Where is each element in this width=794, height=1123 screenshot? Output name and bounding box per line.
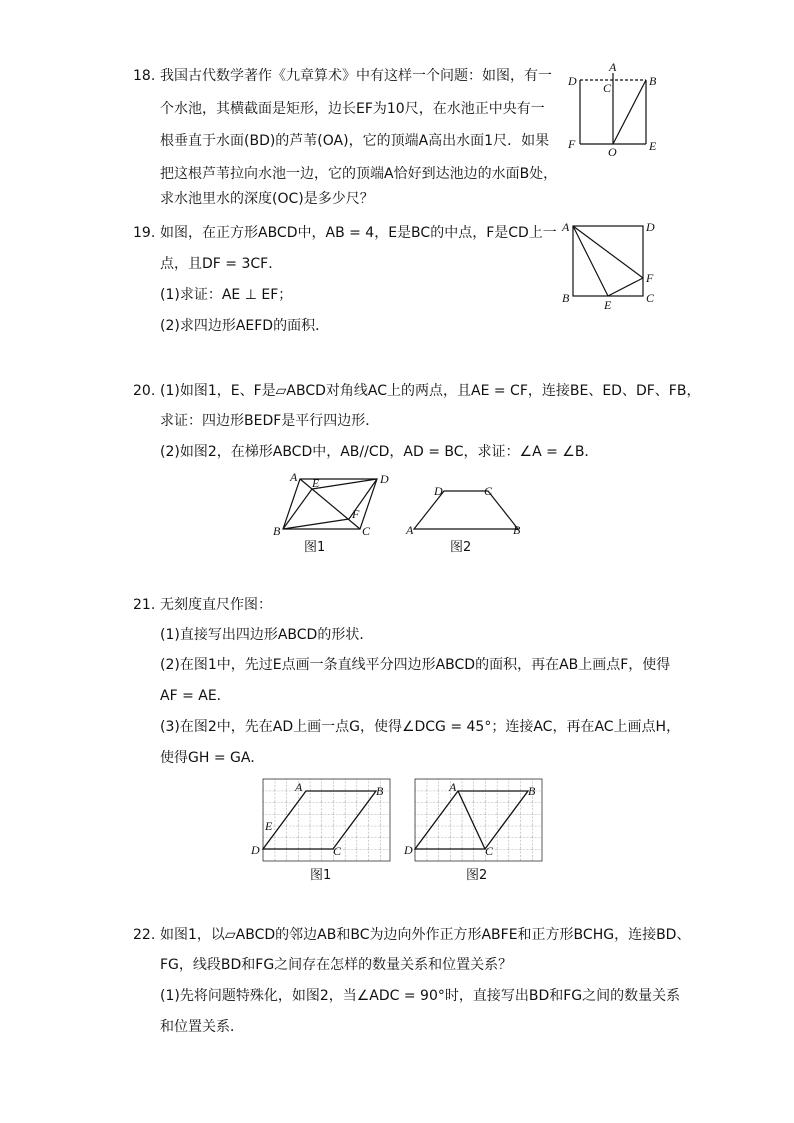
q22-line-2: FG，线段BD和FG之间存在怎样的数量关系和位置关系？ bbox=[160, 957, 513, 973]
q20-fig1-D: D bbox=[380, 472, 389, 486]
q19-line-3: (1)求证：AE ⊥ EF； bbox=[160, 287, 293, 303]
q19-label-C: C bbox=[646, 291, 655, 305]
q21-fig1-B: B bbox=[376, 784, 384, 798]
q18-label-B: B bbox=[649, 74, 657, 88]
q20-number: 20. bbox=[133, 383, 156, 399]
q20-line-3: (2)如图2，在梯形ABCD中，AB//CD，AD = BC，求证：∠A = ∠B． bbox=[160, 444, 599, 460]
q21-fig1-A: A bbox=[295, 780, 303, 794]
q20-fig1-caption: 图1 bbox=[304, 540, 326, 555]
q18-line-3: 根垂直于水面(BD)的芦苇(OA)，它的顶端A高出水面1尺．如果 bbox=[160, 133, 550, 149]
q18-label-E: E bbox=[649, 139, 657, 153]
q20-fig1-A: A bbox=[290, 470, 298, 484]
q20-line-1: (1)如图1，E、F是▱ABCD对角线AC上的两点，且AE = CF，连接BE、ED、DF、FB， bbox=[160, 383, 701, 399]
q21-line-1: 无刻度直尺作图： bbox=[160, 597, 272, 613]
q21-line-5: (3)在图2中，先在AD上画一点G，使得∠DCG = 45°；连接AC，再在AC上画点H， bbox=[160, 719, 681, 735]
q18-line-5: 求水池里水的深度(OC)是多少尺？ bbox=[160, 191, 374, 207]
q22-number: 22. bbox=[133, 927, 156, 943]
q20-fig2-caption: 图2 bbox=[450, 540, 472, 555]
q18-line-2: 个水池，其横截面是矩形，边长EF为10尺，在水池正中央有一 bbox=[160, 101, 545, 117]
q21-number: 21. bbox=[133, 597, 156, 613]
q21-line-3: (2)在图1中，先过E点画一条直线平分四边形ABCD的面积，再在AB上画点F，使得 bbox=[160, 657, 671, 673]
q18-line-4: 把这根芦苇拉向水池一边，它的顶端A恰好到达池边的水面B处， bbox=[160, 166, 558, 182]
q19-label-D: D bbox=[646, 220, 655, 234]
q22-line-4: 和位置关系． bbox=[160, 1019, 244, 1035]
q20-line-2: 求证：四边形BEDF是平行四边形． bbox=[160, 413, 380, 429]
q21-line-4: AF = AE． bbox=[160, 688, 231, 704]
q21-fig1-caption: 图1 bbox=[310, 868, 332, 883]
q21-fig2-C: C bbox=[485, 844, 494, 858]
q22-line-1: 如图1，以▱ABCD的邻边AB和BC为边向外作正方形ABFE和正方形BCHG，连接BD、 bbox=[160, 927, 691, 943]
q19-line-2: 点，且DF = 3CF． bbox=[160, 256, 283, 272]
q20-fig1-B: B bbox=[273, 524, 281, 538]
q20-fig1-C: C bbox=[362, 524, 371, 538]
q20-fig2-B: B bbox=[513, 523, 521, 537]
q21-fig1-D: D bbox=[251, 843, 260, 857]
q18-label-A: A bbox=[609, 60, 617, 74]
q19-label-B: B bbox=[562, 291, 570, 305]
q19-label-F: F bbox=[646, 271, 654, 285]
q19-label-E: E bbox=[604, 298, 612, 312]
q20-fig2-C: C bbox=[484, 484, 493, 498]
q19-line-4: (2)求四边形AEFD的面积． bbox=[160, 318, 330, 334]
q21-line-2: (1)直接写出四边形ABCD的形状． bbox=[160, 627, 374, 643]
q18-label-D: D bbox=[568, 74, 577, 88]
q21-line-6: 使得GH = GA． bbox=[160, 750, 265, 766]
q20-fig1-E: E bbox=[312, 476, 320, 490]
q18-label-O: O bbox=[608, 145, 617, 159]
q21-fig2-A: A bbox=[449, 780, 457, 794]
q18-label-F: F bbox=[568, 137, 576, 151]
q19-number: 19. bbox=[133, 225, 156, 241]
q20-fig2-A: A bbox=[406, 523, 414, 537]
q19-label-A: A bbox=[562, 220, 570, 234]
q20-fig1-F: F bbox=[352, 507, 360, 521]
q21-fig2-D: D bbox=[404, 843, 413, 857]
q18-line-1: 我国古代数学著作《九章算术》中有这样一个问题：如图，有一 bbox=[160, 68, 552, 84]
q20-fig2-D: D bbox=[434, 484, 443, 498]
q21-fig1-C: C bbox=[333, 844, 342, 858]
q21-fig2-caption: 图2 bbox=[466, 868, 488, 883]
q19-line-1: 如图，在正方形ABCD中，AB = 4，E是BC的中点，F是CD上一 bbox=[160, 225, 557, 241]
q21-fig2-B: B bbox=[528, 784, 536, 798]
q21-fig1-E: E bbox=[265, 819, 273, 833]
q18-number: 18. bbox=[133, 68, 156, 84]
q18-label-C: C bbox=[603, 81, 612, 95]
q22-line-3: (1)先将问题特殊化，如图2，当∠ADC = 90°时，直接写出BD和FG之间的数量关系 bbox=[160, 988, 681, 1004]
